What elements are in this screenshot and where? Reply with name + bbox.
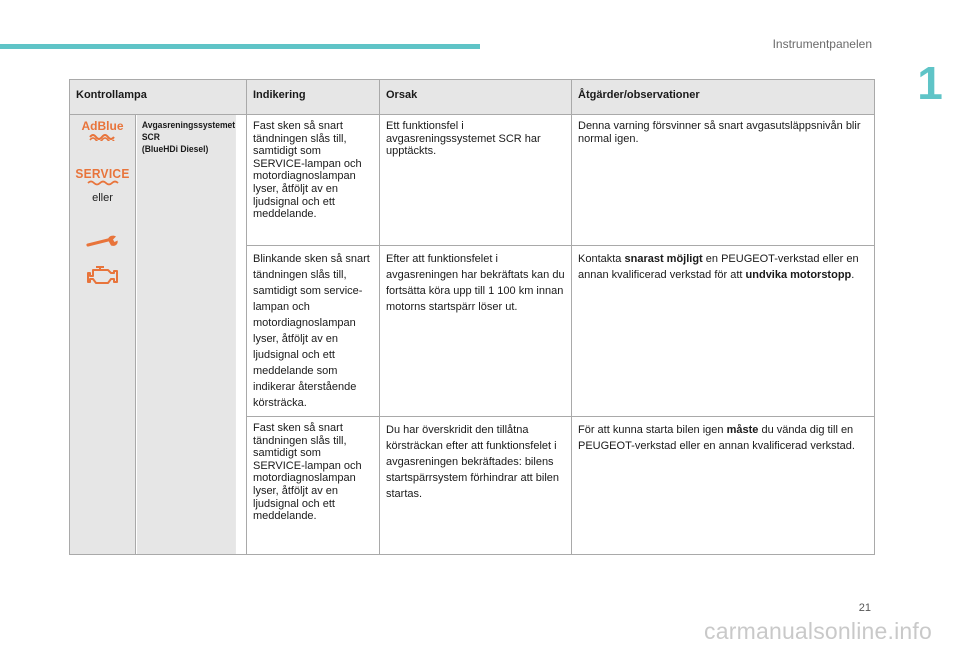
label-line-2: SCR bbox=[141, 132, 160, 143]
indication-text: Fast sken så snart tändningen slås till, samtidigt som SERVICE-lampan och motordiagnoslampan lyser, åtföljt av en ljudsignal och ett meddelande. bbox=[253, 120, 362, 221]
warning-lamp-table bbox=[69, 79, 875, 555]
header-kontrollampa: Kontrollampa bbox=[70, 80, 247, 115]
page-number: 21 bbox=[858, 602, 871, 614]
header-accent-bar bbox=[0, 44, 480, 49]
table-header-row bbox=[70, 80, 875, 115]
section-title: Instrumentpanelen bbox=[772, 37, 872, 51]
plain-text: du vända dig till en PEUGEOT-verkstad eller en annan kvalificerad verkstad. bbox=[578, 424, 855, 452]
plain-text: en PEUGEOT-verkstad eller en annan kvalificerad verkstad för att bbox=[578, 253, 859, 281]
wrench-icon bbox=[86, 235, 120, 249]
header-orsak: Orsak bbox=[380, 80, 572, 115]
plain-text: . bbox=[851, 269, 855, 281]
emphasis-text: undvika motorstopp bbox=[745, 269, 852, 281]
engine-icon bbox=[86, 263, 120, 287]
lamp-label-cell bbox=[136, 115, 236, 555]
label-line-3: (BlueHDi Diesel) bbox=[141, 144, 208, 155]
chapter-number: 1 bbox=[917, 57, 943, 109]
indication-cell bbox=[247, 115, 380, 246]
emphasis-text: snarast möjligt bbox=[624, 253, 703, 265]
action-text bbox=[578, 422, 868, 454]
action-cell bbox=[572, 115, 875, 246]
action-cell bbox=[572, 417, 875, 555]
indication-cell bbox=[247, 417, 380, 555]
emphasis-text: måste bbox=[726, 424, 759, 436]
adblue-label: AdBlue bbox=[81, 119, 124, 133]
cause-text: Du har överskridit den tillåtna körsträckan efter att funktionsfelet i avgasreningen bekräftades: bilens startspärrsystem förhindrar att bilen startas. bbox=[386, 424, 560, 500]
header-atgarder: Åtgärder/observationer bbox=[572, 80, 875, 115]
header-indikering: Indikering bbox=[247, 80, 380, 115]
or-label: eller bbox=[92, 192, 113, 204]
adblue-wave-icon bbox=[89, 133, 117, 141]
cause-text: Efter att funktionsfelet i avgasreningen har bekräftats kan du fortsätta köra upp till 1 100 km innan motorns startspärr löser ut. bbox=[386, 253, 565, 313]
indication-cell bbox=[247, 246, 380, 417]
cause-text: Ett funktionsfel i avgasreningssystemet SCR har upptäckts. bbox=[386, 120, 541, 158]
action-text bbox=[578, 120, 868, 145]
lamp-icons-cell bbox=[70, 115, 136, 555]
plain-text: Denna varning försvinner så snart avgasutsläppsnivån blir normal igen. bbox=[578, 120, 861, 145]
plain-text: Kontakta bbox=[578, 253, 625, 265]
action-cell bbox=[572, 246, 875, 417]
label-line-1: Avgasreningssystemet bbox=[141, 120, 235, 131]
table-row bbox=[70, 115, 875, 246]
cause-cell bbox=[380, 417, 572, 555]
service-label: SERVICE bbox=[75, 166, 130, 181]
indication-text: Fast sken så snart tändningen slås till, samtidigt som SERVICE-lampan och motordiagnoslampan lyser, åtföljt av en ljudsignal och ett meddelande. bbox=[253, 422, 362, 523]
cause-cell bbox=[380, 246, 572, 417]
plain-text: För att kunna starta bilen igen bbox=[578, 424, 727, 436]
action-text bbox=[578, 251, 868, 283]
watermark: carmanualsonline.info bbox=[704, 618, 932, 644]
indication-text: Blinkande sken så snart tändningen slås till, samtidigt som service-lampan och motordiagnoslampan lyser, åtföljt av en ljudsignal och ett meddelande som indikerar återstående körsträcka. bbox=[253, 253, 370, 409]
cause-cell bbox=[380, 115, 572, 246]
